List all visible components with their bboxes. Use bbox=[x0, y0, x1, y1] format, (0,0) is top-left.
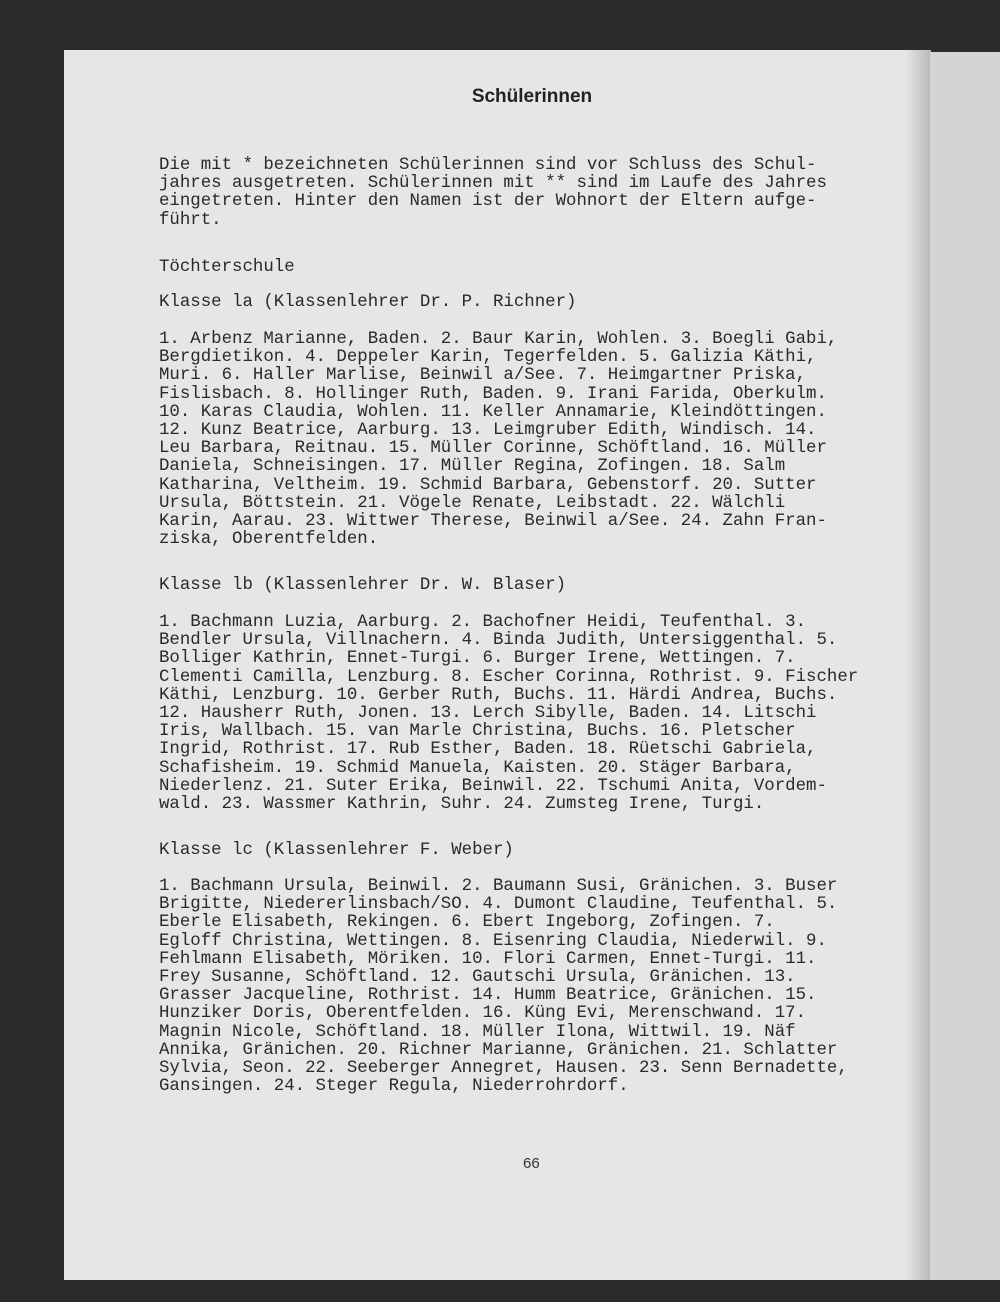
class-1c-heading: Klasse lc (Klassenlehrer F. Weber) bbox=[159, 841, 514, 860]
class-1a-students: 1. Arbenz Marianne, Baden. 2. Baur Karin, Wohlen. 3. Boegli Gabi, Bergdietikon. 4. Deppeler Karin, Tegerfelden. 5. Galizia Käthi, Muri. 6. Haller Marlise, Beinwil a/See. 7. Heimgartner Priska, Fislisbach. 8. Hollinger Ruth, Baden. 9. Irani Farida, Oberkulm. 10. Karas Claudia, Wohlen. 11. Keller Annamarie, Kleindöttingen. 12. Kunz Beatrice, Aarburg. 13. Leimgruber Edith, Windisch. 14. Leu Barbara, Reitnau. 15. Müller Corinne, Schöftland. 16. Müller Daniela, Schneisingen. 17. Müller Regina, Zofingen. 18. Salm Katharina, Veltheim. 19. Schmid Barbara, Gebenstorf. 20. Sutter Ursula, Böttstein. 21. Vögele Renate, Leibstadt. 22. Wälchli Karin, Aarau. 23. Wittwer Therese, Beinwil a/See. 24. Zahn Fran- ziska, Oberentfelden. bbox=[159, 330, 838, 550]
page-title: Schülerinnen bbox=[471, 86, 593, 107]
class-1b-students: 1. Bachmann Luzia, Aarburg. 2. Bachofner Heidi, Teufenthal. 3. Bendler Ursula, Villnachern. 4. Binda Judith, Untersiggenthal. 5. Bolliger Kathrin, Ennet-Turgi. 6. Burger Irene, Wettingen. 7. Clementi Camilla, Lenzburg. 8. Escher Corinna, Rothrist. 9. Fischer Käthi, Lenzburg. 10. Gerber Ruth, Buchs. 11. Härdi Andrea, Buchs. 12. Hausherr Ruth, Jonen. 13. Lerch Sibylle, Baden. 14. Litschi Iris, Wallbach. 15. van Marle Christina, Buchs. 16. Pletscher Ingrid, Rothrist. 17. Rub Esther, Baden. 18. Rüetschi Gabriela, Schafisheim. 19. Schmid Manuela, Kaisten. 20. Stäger Barbara, Niederlenz. 21. Suter Erika, Beinwil. 22. Tschumi Anita, Vordem- wald. 23. Wassmer Kathrin, Suhr. 24. Zumsteg Irene, Turgi. bbox=[159, 613, 859, 815]
class-1b-heading: Klasse lb (Klassenlehrer Dr. W. Blaser) bbox=[159, 576, 567, 595]
class-1c-students: 1. Bachmann Ursula, Beinwil. 2. Baumann Susi, Gränichen. 3. Buser Brigitte, Niedererlinsbach/SO. 4. Dumont Claudine, Teufenthal. 5. Eberle Elisabeth, Rekingen. 6. Ebert Ingeborg, Zofingen. 7. Egloff Christina, Wettingen. 8. Eisenring Claudia, Niederwil. 9. Fehlmann Elisabeth, Möriken. 10. Flori Carmen, Ennet-Turgi. 11. Frey Susanne, Schöftland. 12. Gautschi Ursula, Gränichen. 13. Grasser Jacqueline, Rothrist. 14. Humm Beatrice, Gränichen. 15. Hunziker Doris, Oberentfelden. 16. Küng Evi, Merenschwand. 17. Magnin Nicole, Schöftland. 18. Müller Ilona, Wittwil. 19. Näf Annika, Gränichen. 20. Richner Marianne, Gränichen. 21. Schlatter Sylvia, Seon. 22. Seeberger Annegret, Hausen. 23. Senn Bernadette, Gansingen. 24. Steger Regula, Niederrohrdorf. bbox=[159, 877, 848, 1097]
intro-paragraph: Die mit * bezeichneten Schülerinnen sind vor Schluss des Schul- jahres ausgetreten. Schülerinnen mit ** sind im Laufe des Jahres eingetreten. Hinter den Namen ist der Wohnort der Eltern aufge- führt. bbox=[159, 156, 827, 230]
page-number: 66 bbox=[523, 1155, 540, 1172]
adjacent-page bbox=[930, 52, 1000, 1280]
class-1a-heading: Klasse la (Klassenlehrer Dr. P. Richner) bbox=[159, 293, 577, 312]
school-heading: Töchterschule bbox=[159, 258, 295, 277]
